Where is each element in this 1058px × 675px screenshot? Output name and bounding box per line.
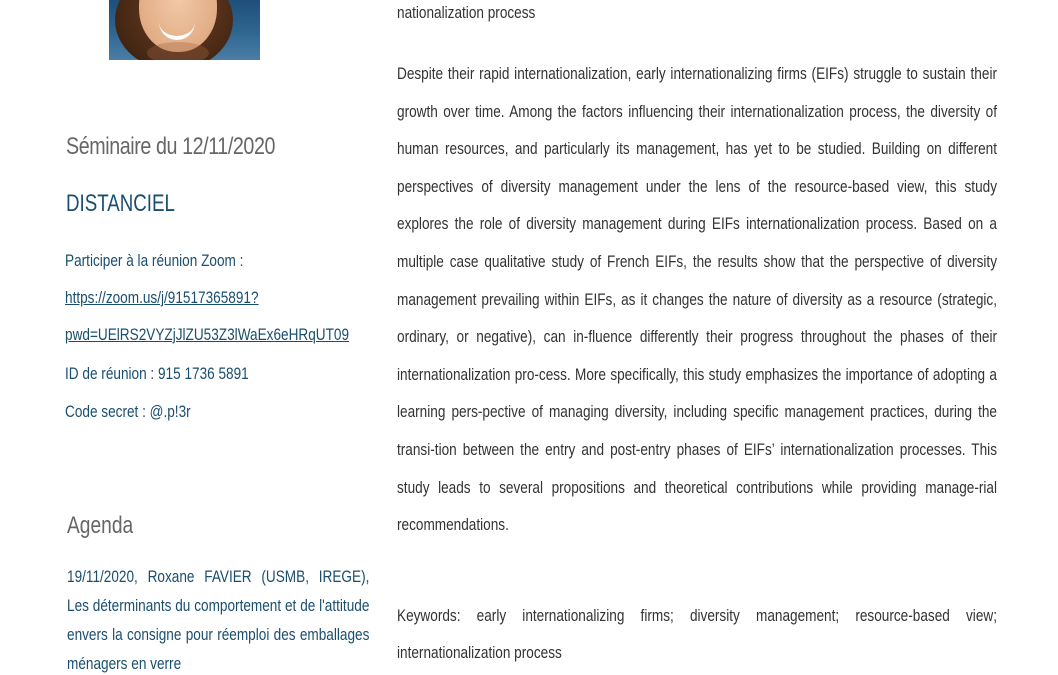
zoom-join-label: Participer à la réunion Zoom : bbox=[65, 251, 244, 270]
agenda-item: 19/11/2020, Roxane FAVIER (USMB, IREGE), Les déterminants du comportement et de l'attitude envers la consigne pour réemploi des emballages ménagers en verre bbox=[67, 567, 370, 673]
zoom-passcode: Code secret : @.p!3r bbox=[65, 402, 191, 421]
keywords-text: Keywords: early internationalizing firms; diversity management; resource-based view; internationalization process bbox=[397, 606, 997, 662]
zoom-meeting-id: ID de réunion : 915 1736 5891 bbox=[65, 364, 249, 383]
title-fragment: nationalization process bbox=[397, 3, 536, 22]
zoom-link-line-1[interactable]: https://zoom.us/j/91517365891? bbox=[65, 288, 259, 307]
seminar-mode: DISTANCIEL bbox=[66, 190, 175, 217]
abstract-text: Despite their rapid internationalization, early internationalizing firms (EIFs) struggle to sustain their growth over time. Among the factors influencing their internationalization process, the diversity of human resources, and particularly its management, has yet to be studied. Building on different perspectives of diversity management under the lens of the resource-based view, this study explores the role of diversity management during EIFs internationalization process. Based on a multiple case qualitative study of French EIFs, the results show that the perspective of diversity management prevailing within EIFs, as it changes the nature of diversity as a resource (strategic, ordinary, or negative), can in-fluence differently their progress throughout the phases of their internationalization pro-cess. More specifically, this study emphasizes the importance of adopting a learning pers-pective of managing diversity, including specific management practices, during the transi-tion between the entry and post-entry phases of EIFs’ internationalization processes. This study leads to several propositions and theoretical contributions while providing manage-rial recommendations. bbox=[397, 64, 997, 535]
agenda-title: Agenda bbox=[67, 512, 134, 539]
speaker-photo bbox=[109, 0, 260, 60]
seminar-date: Séminaire du 12/11/2020 bbox=[66, 133, 276, 160]
photo-chin-shadow bbox=[147, 42, 209, 60]
zoom-link-line-2[interactable]: pwd=UElRS2VYZjJlZU53Z3lWaEx6eHRqUT09 bbox=[65, 325, 350, 344]
